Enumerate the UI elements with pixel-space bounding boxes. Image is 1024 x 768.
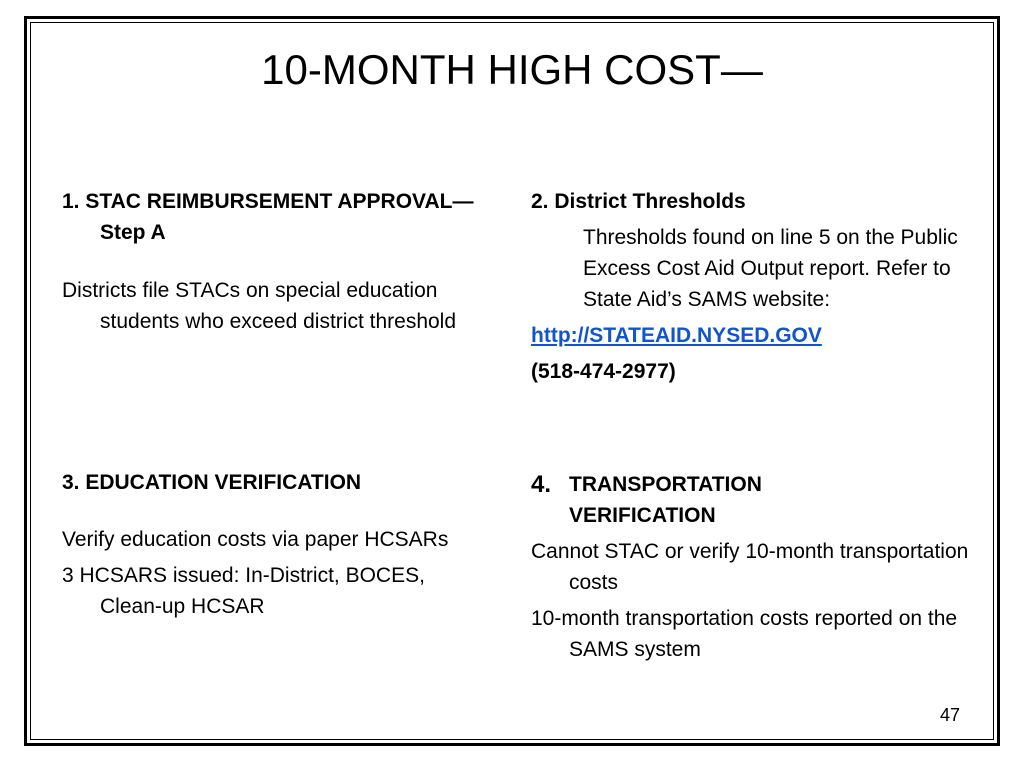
page-number: 47	[939, 705, 960, 725]
section-3	[62, 467, 482, 622]
section-4-heading-row	[531, 469, 971, 531]
section-4-line-1: Cannot STAC or verify 10-month transportation costs	[531, 540, 969, 594]
section-4-line-2: 10-month transportation costs reported on the SAMS system	[531, 607, 958, 661]
phone-number: (518-474-2977)	[531, 360, 676, 383]
section-4-heading: TRANSPORTATION VERIFICATION	[569, 473, 762, 527]
section-1	[62, 186, 482, 337]
section-3-line-2: 3 HCSARS issued: In-District, BOCES, Clean-up HCSAR	[62, 564, 425, 618]
section-2-body: Thresholds found on line 5 on the Public Excess Cost Aid Output report. Refer to State Aid’s SAMS website:	[583, 226, 958, 311]
section-4	[531, 469, 971, 665]
section-3-line-1: Verify education costs via paper HCSARs	[62, 528, 449, 551]
slide-title: 10-MONTH HIGH COST—	[261, 46, 763, 93]
stateaid-link[interactable]: http://STATEAID.NYSED.GOV	[531, 324, 822, 347]
section-3-heading: 3. EDUCATION VERIFICATION	[62, 471, 362, 494]
section-2-heading: 2. District Thresholds	[531, 190, 746, 213]
section-1-body: Districts file STACs on special education students who exceed district threshold	[62, 279, 457, 333]
section-4-number: 4.	[531, 471, 552, 498]
section-1-heading: 1. STAC REIMBURSEMENT APPROVAL—Step A	[62, 190, 474, 244]
section-2	[531, 186, 971, 387]
